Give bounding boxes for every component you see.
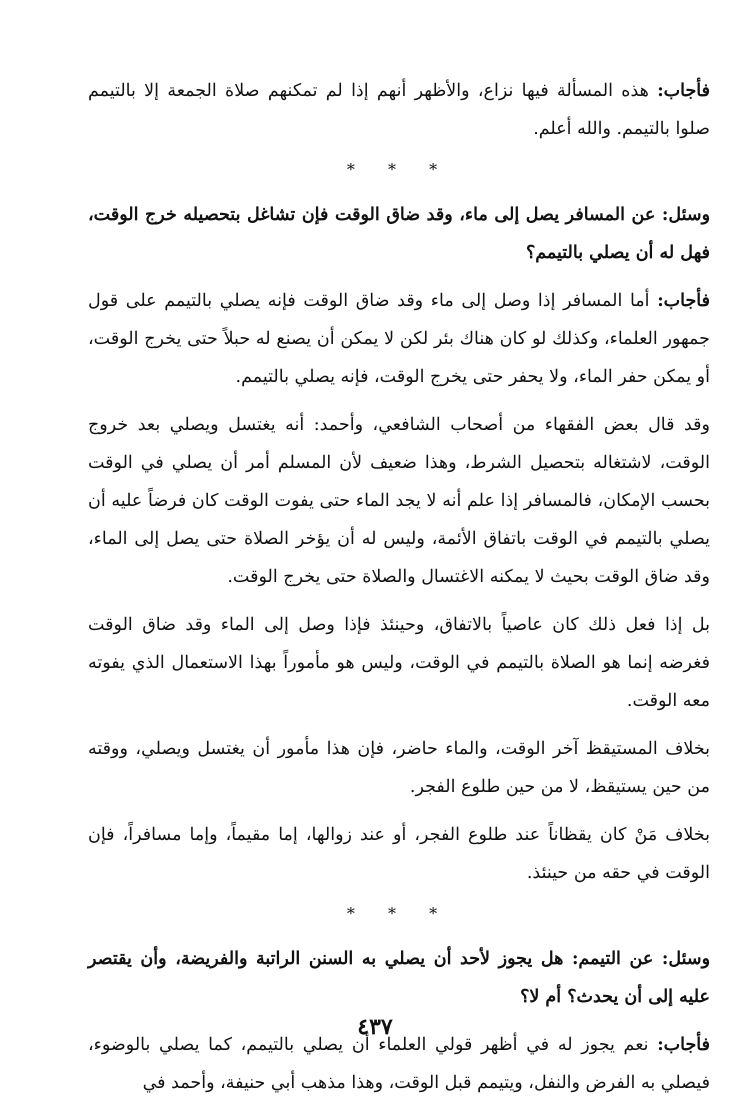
paragraph-text: أما المسافر إذا وصل إلى ماء وقد ضاق الوقت فإنه يصلي بالتيمم على قول جمهور العلماء، وكذلك لو كان هناك بئر لكن لا يمكن أن يصنع له حبلاً حتى يخرج الوقت، أو يمكن حفر الماء، ولا يحفر حتى يخرج الوقت، فإنه يصلي بالتيمم. <box>88 291 710 387</box>
paragraph-text: وقد قال بعض الفقهاء من أصحاب الشافعي، وأحمد: أنه يغتسل ويصلي بعد خروج الوقت، لاشتغاله بتحصيل الشرط، وهذا ضعيف لأن المسلم أمر أن يصلي في الوقت بحسب الإمكان، فالمسافر إذا علم أنه لا يجد الماء حتى يفوت الوقت كان فرضاً عليه أن يصلي بالتيمم في الوقت باتفاق الأئمة، وليس له أن يؤخر الصلاة حتى يصل إلى الماء، وقد ضاق الوقت بحيث لا يمكنه الاغتسال والصلاة حتى يخرج الوقت. <box>88 415 710 587</box>
answer-lead: فأجاب: <box>657 1035 710 1055</box>
paragraph-body-1 <box>88 406 710 596</box>
answer-lead: فأجاب: <box>657 81 710 101</box>
paragraph-text: بخلاف المستيقظ آخر الوقت، والماء حاضر، فإن هذا مأمور أن يغتسل ويصلي، ووقته من حين يستيقظ، لا من حين طلوع الفجر. <box>88 739 710 797</box>
paragraph-body-2 <box>88 606 710 720</box>
page-number: ٤٣٧ <box>357 1014 393 1040</box>
answer-lead: فأجاب: <box>657 291 710 311</box>
section-divider: * * * <box>346 160 452 179</box>
section-divider: * * * <box>346 904 452 923</box>
paragraph-text: نعم يجوز له في أظهر قولي العلماء أن يصلي بالتيمم، كما يصلي بالوضوء، فيصلي به الفرض والنفل، ويتيمم قبل الوقت، وهذا مذهب أبي حنيفة، وأحمد في <box>88 1035 710 1093</box>
question-lead: وسئل: <box>661 205 711 225</box>
paragraph-answer-2 <box>88 282 710 396</box>
question-text: عن المسافر يصل إلى ماء، وقد ضاق الوقت فإن تشاغل بتحصيله خرج الوقت، فهل له أن يصلي بالتيمم؟ <box>88 205 710 263</box>
paragraph-question-2 <box>88 940 710 1016</box>
paragraph-body-4 <box>88 816 710 892</box>
question-lead: وسئل: <box>661 949 711 969</box>
paragraph-text: هذه المسألة فيها نزاع، والأظهر أنهم إذا لم تمكنهم صلاة الجمعة إلا بالتيمم صلوا بالتيمم. والله أعلم. <box>88 81 710 139</box>
paragraph-answer-1 <box>88 72 710 148</box>
paragraph-body-3 <box>88 730 710 806</box>
question-text: عن التيمم: هل يجوز لأحد أن يصلي به السنن الراتبة والفريضة، وأن يقتصر عليه إلى أن يحدث؟ أم لا؟ <box>88 949 710 1007</box>
paragraph-text: بل إذا فعل ذلك كان عاصياً بالاتفاق، وحينئذ فإذا وصل إلى الماء وقد ضاق الوقت فغرضه إنما هو الصلاة بالتيمم في الوقت، وليس هو مأموراً بهذا الاستعمال الذي يفوته معه الوقت. <box>88 615 710 711</box>
page-body <box>88 72 710 1112</box>
paragraph-question-1 <box>88 196 710 272</box>
paragraph-text: بخلاف مَنْ كان يقظاناً عند طلوع الفجر، أو عند زوالها، إما مقيماً، وإما مسافراً، فإن الوقت في حقه من حينئذ. <box>88 825 710 883</box>
